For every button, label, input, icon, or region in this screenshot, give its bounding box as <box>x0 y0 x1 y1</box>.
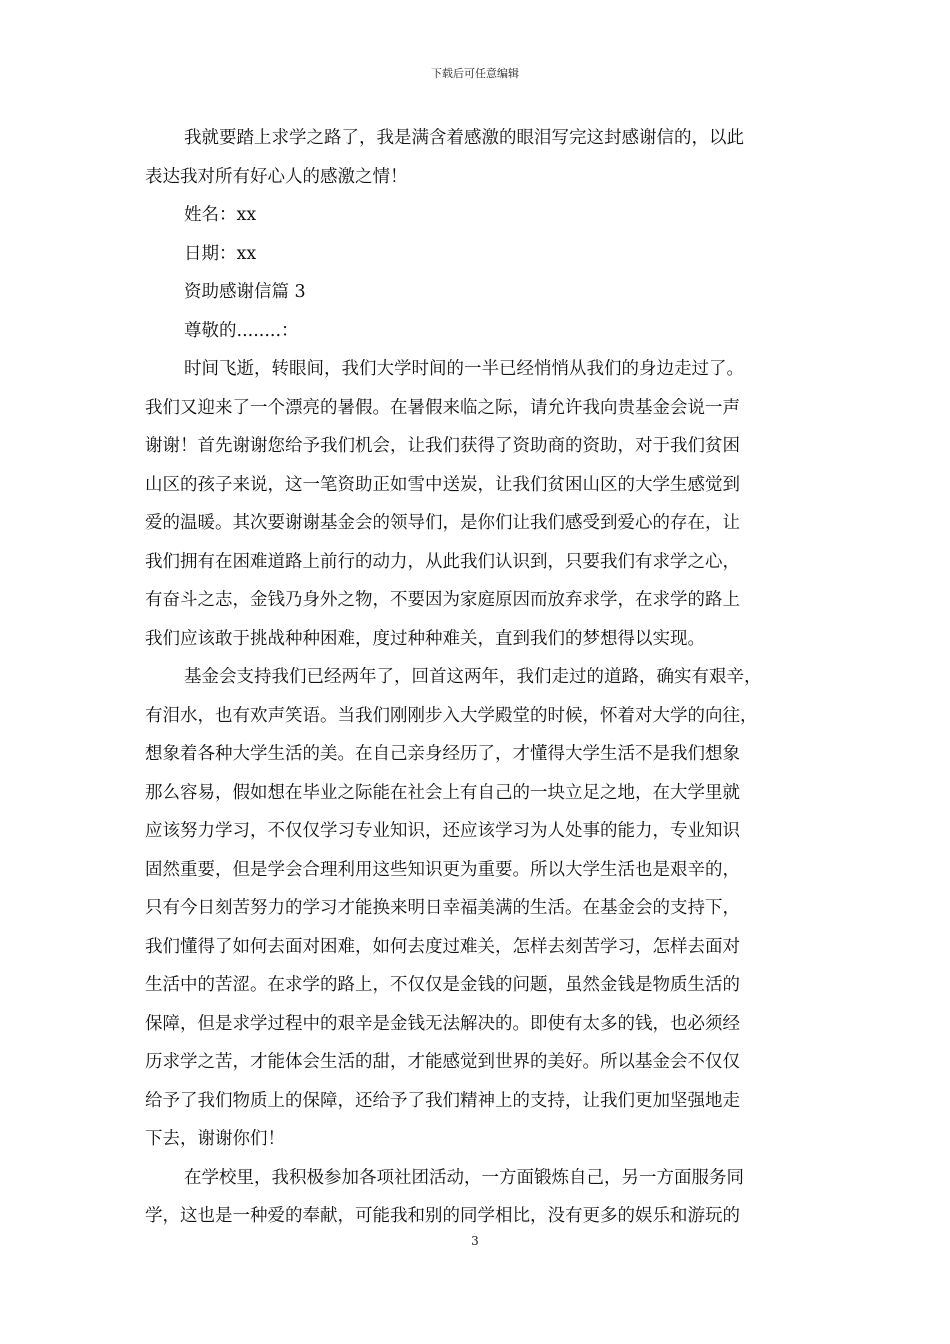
text-line: 我就要踏上求学之路了，我是满含着感激的眼泪写完这封感谢信的，以此 <box>184 128 744 148</box>
text-line: 在学校里，我积极参加各项社团活动，一方面锻炼自己，另一方面服务同 <box>184 1167 744 1188</box>
text-line: 固然重要，但是学会合理利用这些知识更为重要。所以大学生活也是艰辛的， <box>145 859 740 880</box>
signature-name: 姓名：xx <box>184 205 257 225</box>
letter-body <box>145 124 809 1241</box>
text-line: 我们懂得了如何去面对困难，如何去度过难关，怎样去刻苦学习，怎样去面对 <box>145 936 740 957</box>
signature-date: 日期：xx <box>184 243 257 264</box>
text-line: 我们拥有在困难道路上前行的动力，从此我们认识到，只要我们有求学之心， <box>145 551 740 572</box>
text-line: 学，这也是一种爱的奉献，可能我和别的同学相比，没有更多的娱乐和游玩的 <box>145 1206 740 1226</box>
text-line: 时间飞逝，转眼间，我们大学时间的一半已经悄悄从我们的身边走过了。 <box>184 359 744 379</box>
page-header-note: 下载后可任意编辑 <box>431 67 519 80</box>
text-line: 表达我对所有好心人的感激之情！ <box>145 166 408 187</box>
section-title: 资助感谢信篇 3 <box>184 282 306 302</box>
text-line: 应该努力学习，不仅仅学习专业知识，还应该学习为人处事的能力，专业知识 <box>145 821 740 841</box>
text-line: 保障，但是求学过程中的艰辛是金钱无法解决的。即使有太多的钱，也必须经 <box>145 1013 740 1034</box>
text-line: 只有今日刻苦努力的学习才能换来明日幸福美满的生活。在基金会的支持下， <box>145 898 740 918</box>
text-line: 那么容易，假如想在毕业之际能在社会上有自己的一块立足之地，在大学里就 <box>145 782 740 803</box>
text-line: 想象着各种大学生活的美。在自己亲身经历了，才懂得大学生活不是我们想象 <box>145 744 740 764</box>
text-line: 我们应该敢于挑战种种困难，度过种种难关，直到我们的梦想得以实现。 <box>145 628 705 649</box>
text-line: 谢谢！首先谢谢您给予我们机会，让我们获得了资助商的资助，对于我们贫困 <box>145 436 740 456</box>
text-line: 给予了我们物质上的保障，还给予了我们精神上的支持，让我们更加坚强地走 <box>145 1090 740 1111</box>
text-line: 有泪水，也有欢声笑语。当我们刚刚步入大学殿堂的时候，怀着对大学的向往， <box>145 705 758 726</box>
page-number: 3 <box>471 1234 479 1248</box>
text-line: 生活中的苦涩。在求学的路上，不仅仅是金钱的问题，虽然金钱是物质生活的 <box>145 975 740 995</box>
letter-salutation: 尊敬的........： <box>184 320 299 341</box>
text-line: 山区的孩子来说，这一笔资助正如雪中送炭，让我们贫困山区的大学生感觉到 <box>145 474 740 495</box>
text-line: 下去，谢谢你们！ <box>145 1129 285 1149</box>
text-line: 我们又迎来了一个漂亮的暑假。在暑假来临之际，请允许我向贵基金会说一声 <box>145 397 740 418</box>
text-line: 历求学之苦，才能体会生活的甜，才能感觉到世界的美好。所以基金会不仅仅 <box>145 1052 740 1072</box>
text-line: 爱的温暖。其次要谢谢基金会的领导们，是你们让我们感受到爱心的存在，让 <box>145 513 740 533</box>
text-line: 有奋斗之志，金钱乃身外之物，不要因为家庭原因而放弃求学，在求学的路上 <box>145 590 740 610</box>
text-line: 基金会支持我们已经两年了，回首这两年，我们走过的道路，确实有艰辛， <box>184 667 762 687</box>
